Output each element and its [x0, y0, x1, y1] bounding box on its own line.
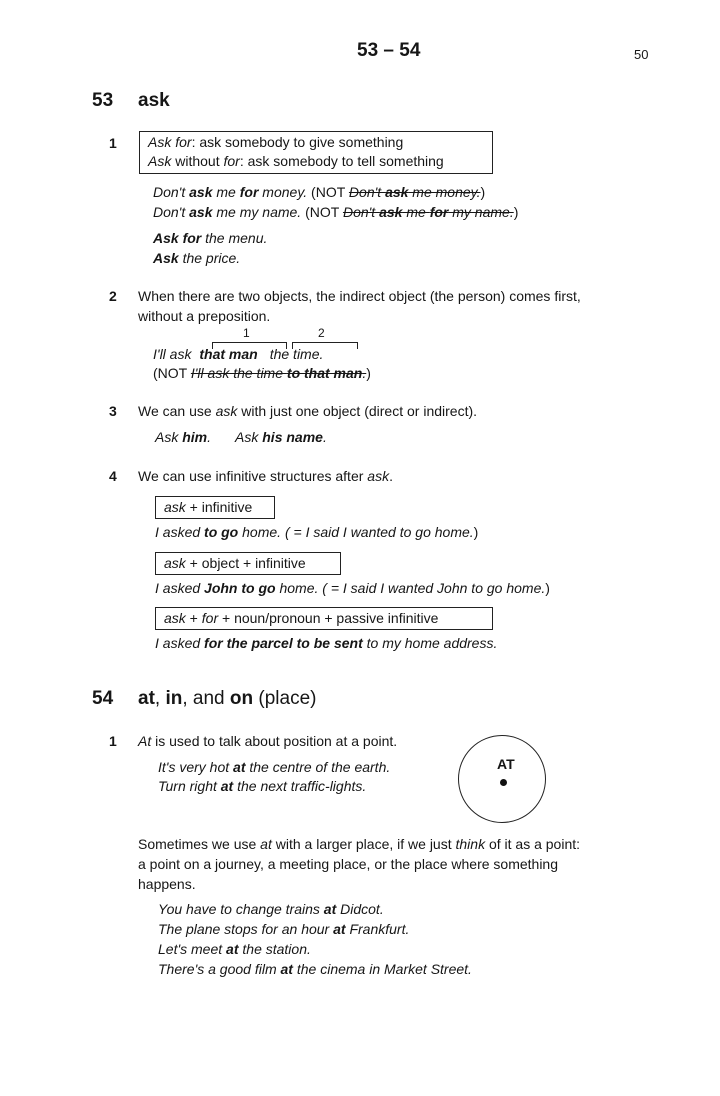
example-sentence: There's a good film at the cinema in Market Street.	[158, 961, 472, 977]
object-marker-2: 2	[318, 326, 325, 340]
rule-line: Ask without for: ask somebody to tell something	[148, 153, 444, 169]
point-number: 4	[109, 468, 117, 484]
pattern-box: ask + for + noun/pronoun + passive infinitive	[155, 607, 493, 630]
body-text: We can use infinitive structures after ask.	[138, 468, 393, 484]
example-sentence: I asked to go home. ( = I said I wanted to go home.)	[155, 524, 479, 540]
point-number: 2	[109, 288, 117, 304]
page-number: 50	[634, 47, 649, 62]
body-text: without a preposition.	[138, 308, 271, 324]
example-sentence: Turn right at the next traffic-lights.	[158, 778, 367, 794]
example-sentence: I'll ask that man the time.	[153, 346, 324, 362]
example-sentence: It's very hot at the centre of the earth.	[158, 759, 391, 775]
example-sentence: Ask for the menu.	[153, 230, 268, 246]
body-text: When there are two objects, the indirect object (the person) comes first,	[138, 288, 581, 304]
example-sentence: Don't ask me for money. (NOT Don't ask me money.)	[153, 184, 486, 200]
example-sentence: Let's meet at the station.	[158, 941, 311, 957]
example-sentence: (NOT I'll ask the time to that man.)	[153, 365, 371, 381]
point-number: 1	[109, 733, 117, 749]
point-number: 1	[109, 135, 117, 151]
rule-box	[139, 131, 493, 174]
section-53-number: 53	[92, 90, 114, 111]
example-sentence: You have to change trains at Didcot.	[158, 901, 384, 917]
body-text: a point on a journey, a meeting place, or the place where something	[138, 856, 558, 872]
example-sentence: Don't ask me my name. (NOT Don't ask me for my name.)	[153, 204, 519, 220]
page-range-heading: 53 – 54	[357, 40, 421, 61]
example-sentence: Ask him. Ask his name.	[155, 429, 327, 445]
object-marker-1: 1	[243, 326, 250, 340]
point-dot	[500, 779, 507, 786]
body-text: happens.	[138, 876, 196, 892]
section-54-number: 54	[92, 688, 114, 709]
example-sentence: Ask the price.	[153, 250, 241, 266]
body-text: We can use ask with just one object (direct or indirect).	[138, 403, 478, 419]
rule-line: Ask for: ask somebody to give something	[148, 134, 404, 150]
section-54-title: at, in, and on (place)	[138, 688, 317, 709]
at-diagram-label: AT	[497, 756, 515, 772]
section-53-title: ask	[138, 90, 170, 111]
pattern-box: ask + infinitive	[155, 496, 275, 519]
body-text: At is used to talk about position at a point.	[138, 733, 398, 749]
example-sentence: I asked for the parcel to be sent to my home address.	[155, 635, 498, 651]
body-text: Sometimes we use at with a larger place, if we just think of it as a point:	[138, 836, 581, 852]
point-number: 3	[109, 403, 117, 419]
pattern-box: ask + object + infinitive	[155, 552, 341, 575]
example-sentence: I asked John to go home. ( = I said I wanted John to go home.)	[155, 580, 550, 596]
example-sentence: The plane stops for an hour at Frankfurt.	[158, 921, 410, 937]
